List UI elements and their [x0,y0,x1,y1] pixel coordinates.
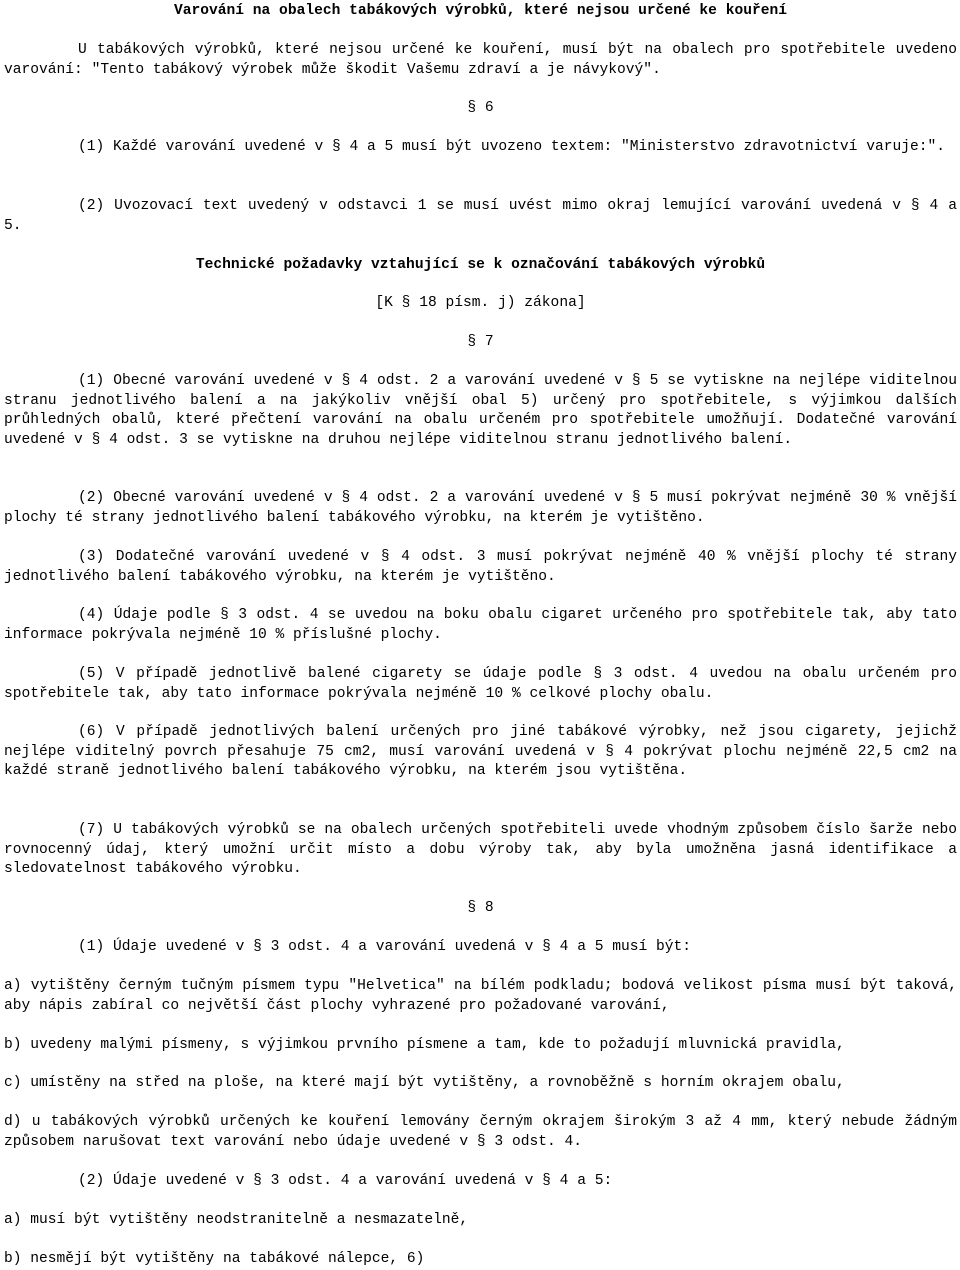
section-7-paragraph-7: (7) U tabákových výrobků se na obalech určených spotřebiteli uvede vhodným způsobem číslo šarže nebo rovnocenný údaj, který umožní určit místo a dobu výroby tak, aby byla umožněna jasná identifikace a sledovatelnost tabákového výrobku. [4,822,957,877]
section-7-paragraph-6: (6) V případě jednotlivých balení určených pro jiné tabákové výrobky, než jsou cigarety, jejichž nejlépe viditelný povrch přesahuje 75 cm2, musí varování uvedená v § 4 pokrývat plochu nejméně 22,5 cm2 na každé straně jednotlivého balení tabákového výrobku, na kterém jsou vytištěna. [4,724,957,779]
section-7-paragraph-2: (2) Obecné varování uvedené v § 4 odst. 2 a varování uvedené v § 5 musí pokrývat nejméně 30 % vnější plochy té strany jednotlivého balení tabákového výrobku, na kterém je vytištěno. [4,490,957,526]
section-7-paragraph-3: (3) Dodatečné varování uvedené v § 4 odst. 3 musí pokrývat nejméně 40 % vnější plochy té strany jednotlivého balení tabákového výrobku, na kterém je vytištěno. [4,549,957,585]
main-heading: Varování na obalech tabákových výrobků, které nejsou určené ke kouření [173,3,788,19]
section-8-item-a: a) vytištěny černým tučným písmem typu "Helvetica" na bílém podkladu; bodová velikost písma musí být taková, aby nápis zabíral co největší část plochy vyhrazené pro požadované varování, [4,978,957,1014]
section-7-paragraph-5: (5) V případě jednotlivě balené cigarety se údaje podle § 3 odst. 4 uvedou na obalu určeném pro spotřebitele tak, aby tato informace pokrývala nejméně 10 % celkové plochy obalu. [4,666,957,702]
legal-reference: [K § 18 písm. j) zákona] [375,295,586,311]
section-7-paragraph-1: (1) Obecné varování uvedené v § 4 odst. 2 a varování uvedené v § 5 se vytiskne na nejlépe viditelnou stranu jednotlivého balení a na jakýkoliv vnější obal 5) určený pro spotřebitele, s výjimkou dalších průhledných obalů, které přečtení varování na obalu určeném pro spotřebitele umožňují. Dodatečné varování uvedené v § 4 odst. 3 se vytiskne na druhou nejlépe viditelnou stranu jednotlivého balení. [4,373,957,448]
section-8-paragraph-1: (1) Údaje uvedené v § 3 odst. 4 a varování uvedená v § 4 a 5 musí být: [78,939,692,955]
section-8-paragraph-2-item-b: b) nesmějí být vytištěny na tabákové nálepce, 6) [4,1251,425,1267]
section-8-paragraph-2: (2) Údaje uvedené v § 3 odst. 4 a varování uvedená v § 4 a 5: [78,1173,613,1189]
section-8-paragraph-2-item-a: a) musí být vytištěny neodstranitelně a nesmazatelně, [4,1212,469,1228]
intro-paragraph: U tabákových výrobků, které nejsou určené ke kouření, musí být na obalech pro spotřebitele uvedeno varování: "Tento tabákový výrobek může škodit Vašemu zdraví a je návykový". [4,42,957,78]
section-6-heading: § 6 [467,100,494,116]
section-7-heading: § 7 [467,334,494,350]
section-7-paragraph-4: (4) Údaje podle § 3 odst. 4 se uvedou na boku obalu cigaret určeného pro spotřebitele tak, aby tato informace pokrývala nejméně 10 % příslušné plochy. [4,607,957,643]
section-6-paragraph-2: (2) Uvozovací text uvedený v odstavci 1 se musí uvést mimo okraj lemující varování uvedená v § 4 a 5. [4,198,957,234]
section-8-item-b: b) uvedeny malými písmeny, s výjimkou prvního písmene a tam, kde to požadují mluvnická pravidla, [4,1037,845,1053]
section-8-item-d: d) u tabákových výrobků určených ke kouření lemovány černým okrajem širokým 3 až 4 mm, který nebude žádným způsobem narušovat text varování nebo údaje uvedené v § 3 odst. 4. [4,1114,957,1150]
section-8-heading: § 8 [467,900,494,916]
section-6-paragraph-1: (1) Každé varování uvedené v § 4 a 5 musí být uvozeno textem: "Ministerstvo zdravotnictví varuje:". [78,139,946,155]
technical-requirements-heading: Technické požadavky vztahující se k označování tabákových výrobků [195,257,766,273]
section-8-item-c: c) umístěny na střed na ploše, na které mají být vytištěny, a rovnoběžně s horním okrajem obalu, [4,1075,845,1091]
